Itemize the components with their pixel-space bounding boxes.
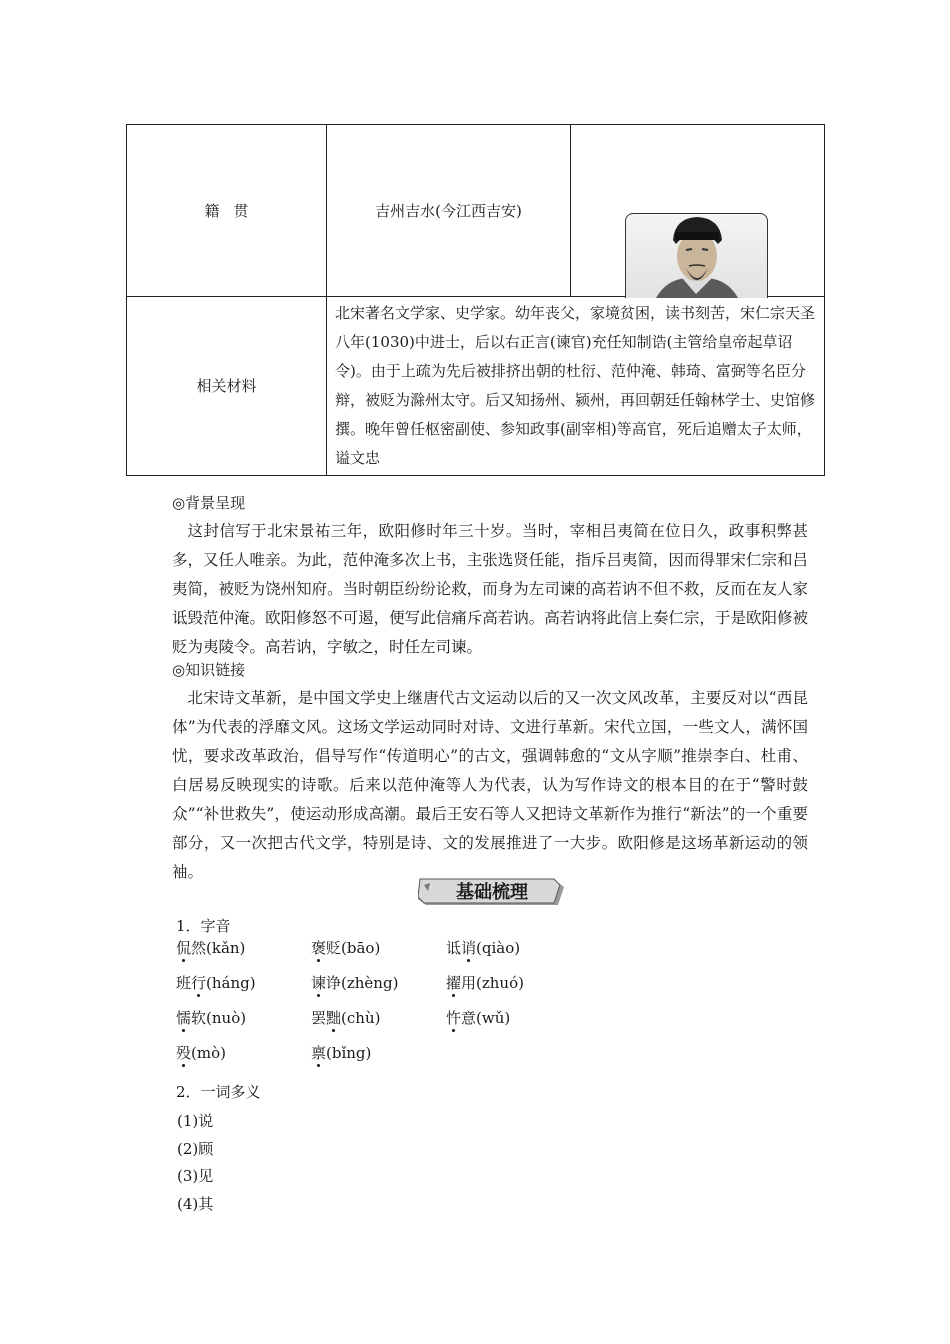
banner-title: 基础梳理 (456, 882, 528, 903)
word-pinyin: (mò) (191, 1044, 226, 1062)
dotted-character: 殁 (176, 1044, 192, 1062)
dotted-character: 诮 (461, 939, 477, 957)
pronunciation-item (176, 937, 311, 958)
knowledge-text: 北宋诗文革新，是中国文学史上继唐代古文运动以后的又一次文风改革，主要反对以“西昆体”为代表的浮靡文风。这场文学运动同时对诗、文进行革新。宋代立国，一些文人，满怀国忧，要求改革政治，倡导写作“传道明心”的古文，强调韩愈的“文从字顺”推崇李白、杜甫、白居易反映现实的诗歌。后来以范仲淹等人为代表，认为写作诗文的根本目的在于“警时鼓众”“补世救失”，使运动形成高潮。最后王安石等人又把诗文革新作为推行“新法”的一个重要部分，又一次把古代文学，特别是诗、文的发展推进了一大步。欧阳修是这场革新运动的领袖。 (172, 689, 808, 881)
pronunciation-item (311, 937, 446, 958)
word-pinyin: (chù) (341, 1009, 381, 1027)
pronunciation-row (176, 972, 596, 1007)
pronunciation-item (176, 972, 311, 993)
materials-value: 北宋著名文学家、史学家。幼年丧父，家境贫困，读书刻苦，宋仁宗天圣八年(1030)中进士，后以右正言(谏官)充任知制诰(主管给皇帝起草诏令)。由于上疏为先后被排挤出朝的杜衍、范仲淹、韩琦、富弼等名臣分辩，被贬为滁州太守。后又知扬州、颍州，再回朝廷任翰林学士、史馆修撰。晚年曾任枢密副使、参知政事(副宰相)等高官，死后追赠太子太师，谥文忠 (327, 297, 825, 476)
polysemy-item: (3)见 (177, 1167, 214, 1185)
pronunciation-row (176, 1007, 596, 1042)
ribbon-banner-icon (418, 877, 564, 909)
word-pinyin: 然(kǎn) (191, 939, 246, 957)
pronunciation-grid (176, 937, 596, 1077)
background-paragraph (172, 517, 808, 662)
materials-label: 相关材料 (196, 377, 257, 395)
dotted-character: 行 (191, 974, 207, 992)
word-pinyin: 用(zhuó) (461, 974, 524, 992)
dotted-character: 禀 (311, 1044, 327, 1062)
dotted-character: 忤 (446, 1009, 462, 1027)
dotted-character: 褒 (311, 939, 327, 957)
scholar-portrait-icon (625, 213, 768, 298)
knowledge-heading: ◎知识链接 (172, 661, 246, 679)
pronunciation-row (176, 937, 596, 972)
pronunciation-item (446, 1007, 581, 1028)
pronunciation-row (176, 1042, 596, 1077)
portrait-cell (571, 125, 825, 297)
polysemy-item: (1)说 (177, 1112, 214, 1130)
polysemy-item: (4)其 (177, 1194, 214, 1213)
polysemy-heading: 2．一词多义 (176, 1083, 261, 1101)
table-cell-label (127, 125, 327, 297)
table-cell-value (327, 125, 571, 297)
dotted-character: 侃 (176, 939, 192, 957)
dotted-character: 擢 (446, 974, 462, 992)
dotted-character: 黜 (326, 1009, 342, 1027)
pronunciation-item (446, 972, 581, 993)
word-pinyin: 诤(zhèng) (326, 974, 399, 992)
pronunciation-item (311, 1007, 446, 1028)
polysemy-list (177, 1108, 213, 1218)
word-part: 诋 (446, 939, 462, 957)
table-cell-label (127, 297, 327, 476)
polysemy-item: (2)顾 (177, 1139, 214, 1158)
info-table (126, 124, 825, 476)
native-place-label: 籍贯 (204, 201, 263, 220)
pronunciation-heading: 1．字音 (176, 917, 231, 935)
table-row (127, 297, 825, 476)
word-pinyin: (bǐng) (326, 1044, 372, 1062)
table-row (127, 125, 825, 297)
word-part: 班 (176, 974, 192, 992)
knowledge-paragraph (172, 684, 808, 887)
word-pinyin: (qiào) (476, 939, 521, 957)
word-pinyin: 意(wǔ) (461, 1009, 511, 1027)
dotted-character: 懦 (176, 1009, 192, 1027)
word-pinyin: (háng) (206, 974, 256, 992)
pronunciation-item (311, 972, 446, 993)
background-heading: ◎背景呈现 (172, 494, 246, 512)
word-part: 罢 (311, 1009, 327, 1027)
pronunciation-item (311, 1042, 446, 1063)
pronunciation-item (446, 937, 581, 958)
word-pinyin: 贬(bāo) (326, 939, 381, 957)
background-text: 这封信写于北宋景祐三年，欧阳修时年三十岁。当时，宰相吕夷简在位日久，政事积弊甚多，又任人唯亲。为此，范仲淹多次上书，主张选贤任能，指斥吕夷简，因而得罪宋仁宗和吕夷简，被贬为饶州知府。当时朝臣纷纷论救，而身为左司谏的高若讷不但不救，反而在友人家诋毁范仲淹。欧阳修怒不可遏，便写此信痛斥高若讷。高若讷将此信上奏仁宗，于是欧阳修被贬为夷陵令。高若讷，字敏之，时任左司谏。 (172, 522, 808, 656)
native-place-value: 吉州吉水(今江西吉安) (375, 201, 522, 220)
word-pinyin: 软(nuò) (191, 1009, 247, 1027)
pronunciation-item (176, 1007, 311, 1028)
dotted-character: 谏 (311, 974, 327, 992)
pronunciation-item (176, 1042, 311, 1063)
